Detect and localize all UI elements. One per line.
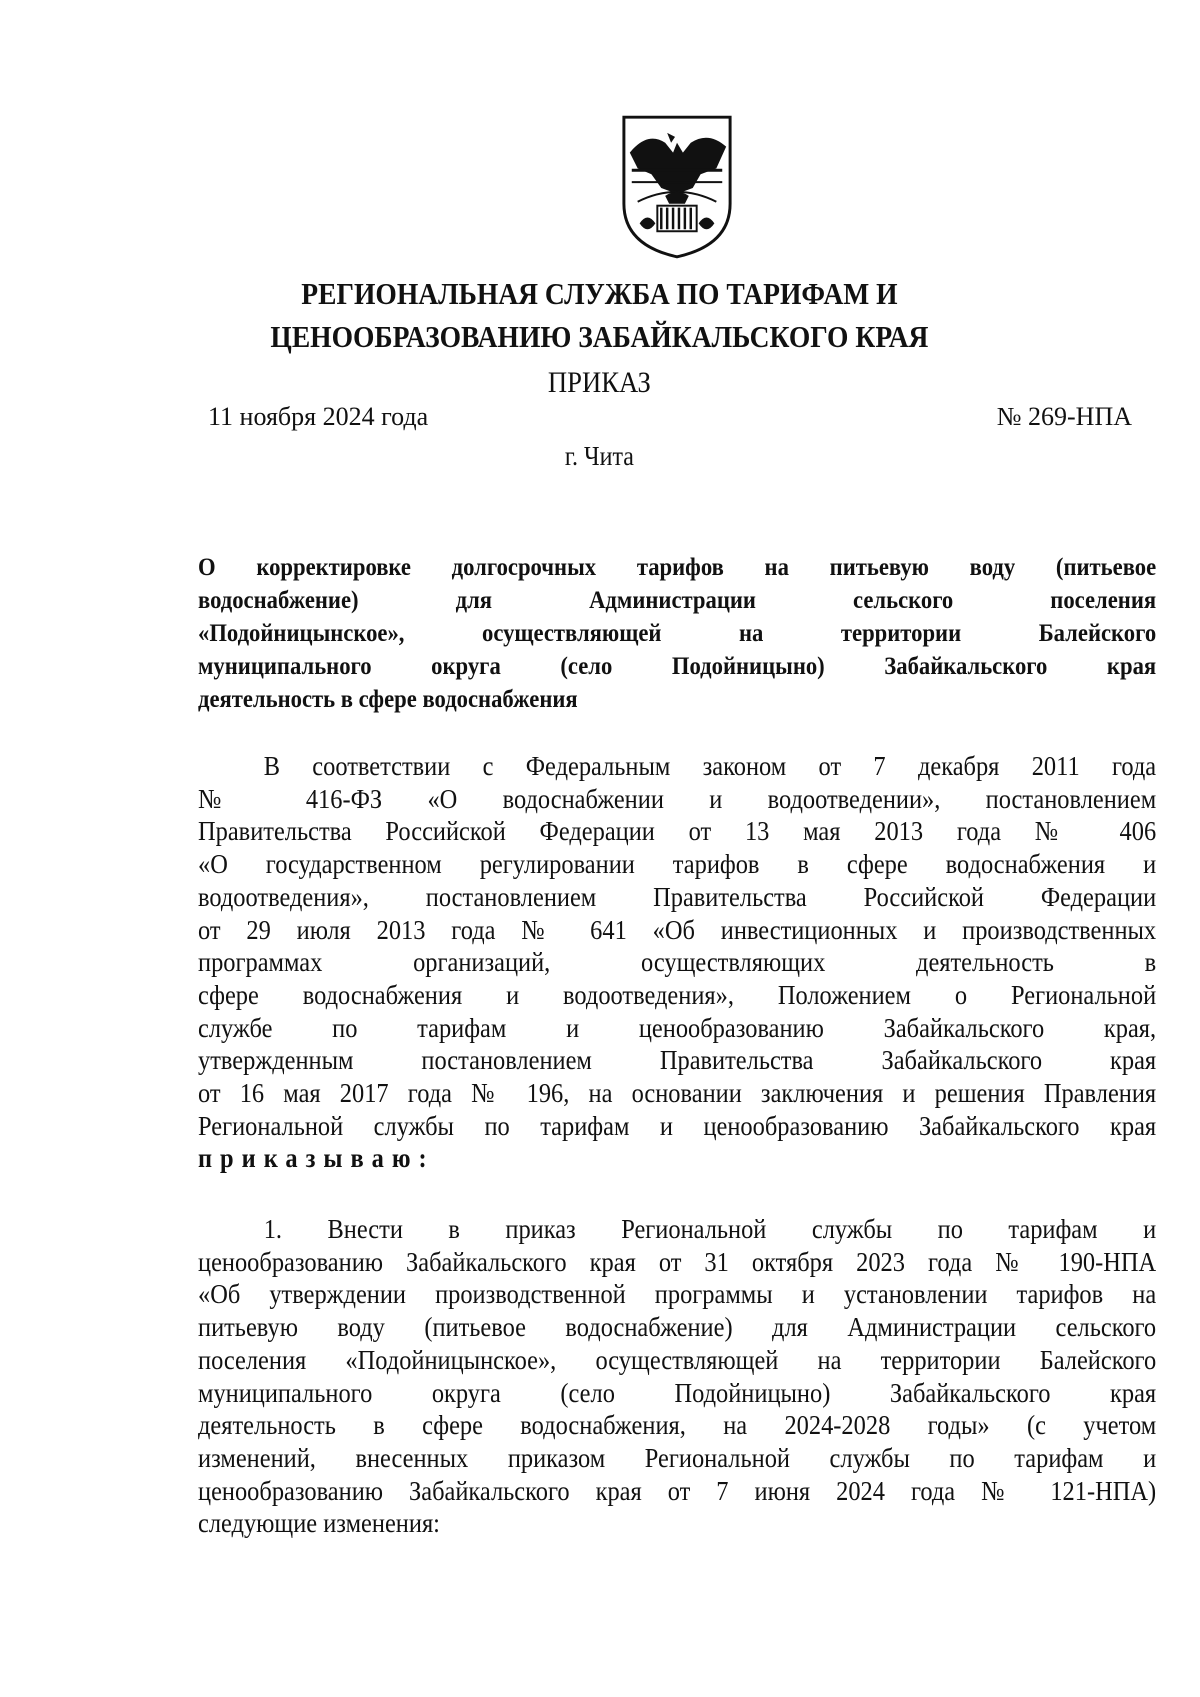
title-line: «Подойницынское», осуществляющей на территории Балейского	[198, 618, 1157, 647]
text-line: от 16 мая 2017 года № 196, на основании заключения и решения Правления	[198, 1077, 1157, 1109]
text-line: В соответствии с Федеральным законом от 7 декабря 2011 года	[263, 750, 1157, 781]
text-line: муниципального округа (село Подойницыно) Забайкальского края	[198, 1376, 1157, 1408]
text-line: «Об утверждении производственной программы и установлении тарифов на	[198, 1278, 1157, 1310]
document-title	[198, 550, 1156, 715]
title-line: муниципального округа (село Подойницыно) Забайкальского края	[198, 651, 1157, 680]
item-1-paragraph	[198, 1213, 1156, 1540]
text-line: от 29 июля 2013 года № 641 «Об инвестиционных и производственных	[198, 913, 1157, 945]
preamble-paragraph	[198, 750, 1156, 1175]
text-line: Региональной службы по тарифам и ценообразованию Забайкальского края	[198, 1109, 1157, 1141]
document-type: ПРИКАЗ	[547, 366, 651, 399]
document-city: г. Чита	[564, 441, 634, 471]
text-line: программах организаций, осуществляющих деятельность в	[198, 946, 1157, 978]
title-line: деятельность в сфере водоснабжения	[198, 684, 578, 713]
document-date: 11 ноября 2024 года	[208, 402, 429, 431]
order-word: приказываю:	[198, 1142, 435, 1174]
text-line: поселения «Подойницынское», осуществляющей на территории Балейского	[198, 1343, 1157, 1375]
text-line: деятельность в сфере водоснабжения, на 2024-2028 годы» (с учетом	[198, 1409, 1157, 1441]
text-line: сфере водоснабжения и водоотведения», Положением о Региональной	[198, 978, 1157, 1010]
text-line: водоотведения», постановлением Правительства Российской Федерации	[198, 880, 1157, 912]
text-line: 1. Внести в приказ Региональной службы по тарифам и	[263, 1213, 1157, 1244]
organization-name-line-1: РЕГИОНАЛЬНАЯ СЛУЖБА ПО ТАРИФАМ И	[301, 276, 898, 311]
document-number: № 269-НПА	[996, 402, 1132, 431]
text-line: следующие изменения:	[198, 1507, 440, 1539]
title-line: О корректировке долгосрочных тарифов на питьевую воду (питьевое	[198, 552, 1157, 581]
text-line: № 416-ФЗ «О водоснабжении и водоотведении», постановлением	[198, 782, 1157, 814]
text-line: изменений, внесенных приказом Региональной службы по тарифам и	[198, 1441, 1157, 1473]
text-line: службе по тарифам и ценообразованию Забайкальского края,	[198, 1011, 1157, 1043]
organization-name-line-2: ЦЕНООБРАЗОВАНИЮ ЗАБАЙКАЛЬСКОГО КРАЯ	[270, 319, 929, 354]
text-line: Правительства Российской Федерации от 13 мая 2013 года № 406	[198, 815, 1157, 847]
text-line: ценообразованию Забайкальского края от 31 октября 2023 года № 190-НПА	[198, 1245, 1157, 1277]
coat-of-arms-emblem	[618, 112, 736, 262]
text-line: ценообразованию Забайкальского края от 7 июня 2024 года № 121-НПА)	[198, 1474, 1157, 1506]
text-line: утвержденным постановлением Правительства Забайкальского края	[198, 1044, 1157, 1076]
title-line: водоснабжение) для Администрации сельского поселения	[198, 585, 1157, 614]
text-line: «О государственном регулировании тарифов в сфере водоснабжения и	[198, 848, 1157, 880]
text-line: питьевую воду (питьевое водоснабжение) для Администрации сельского	[198, 1311, 1157, 1343]
organization-name	[0, 272, 1199, 358]
